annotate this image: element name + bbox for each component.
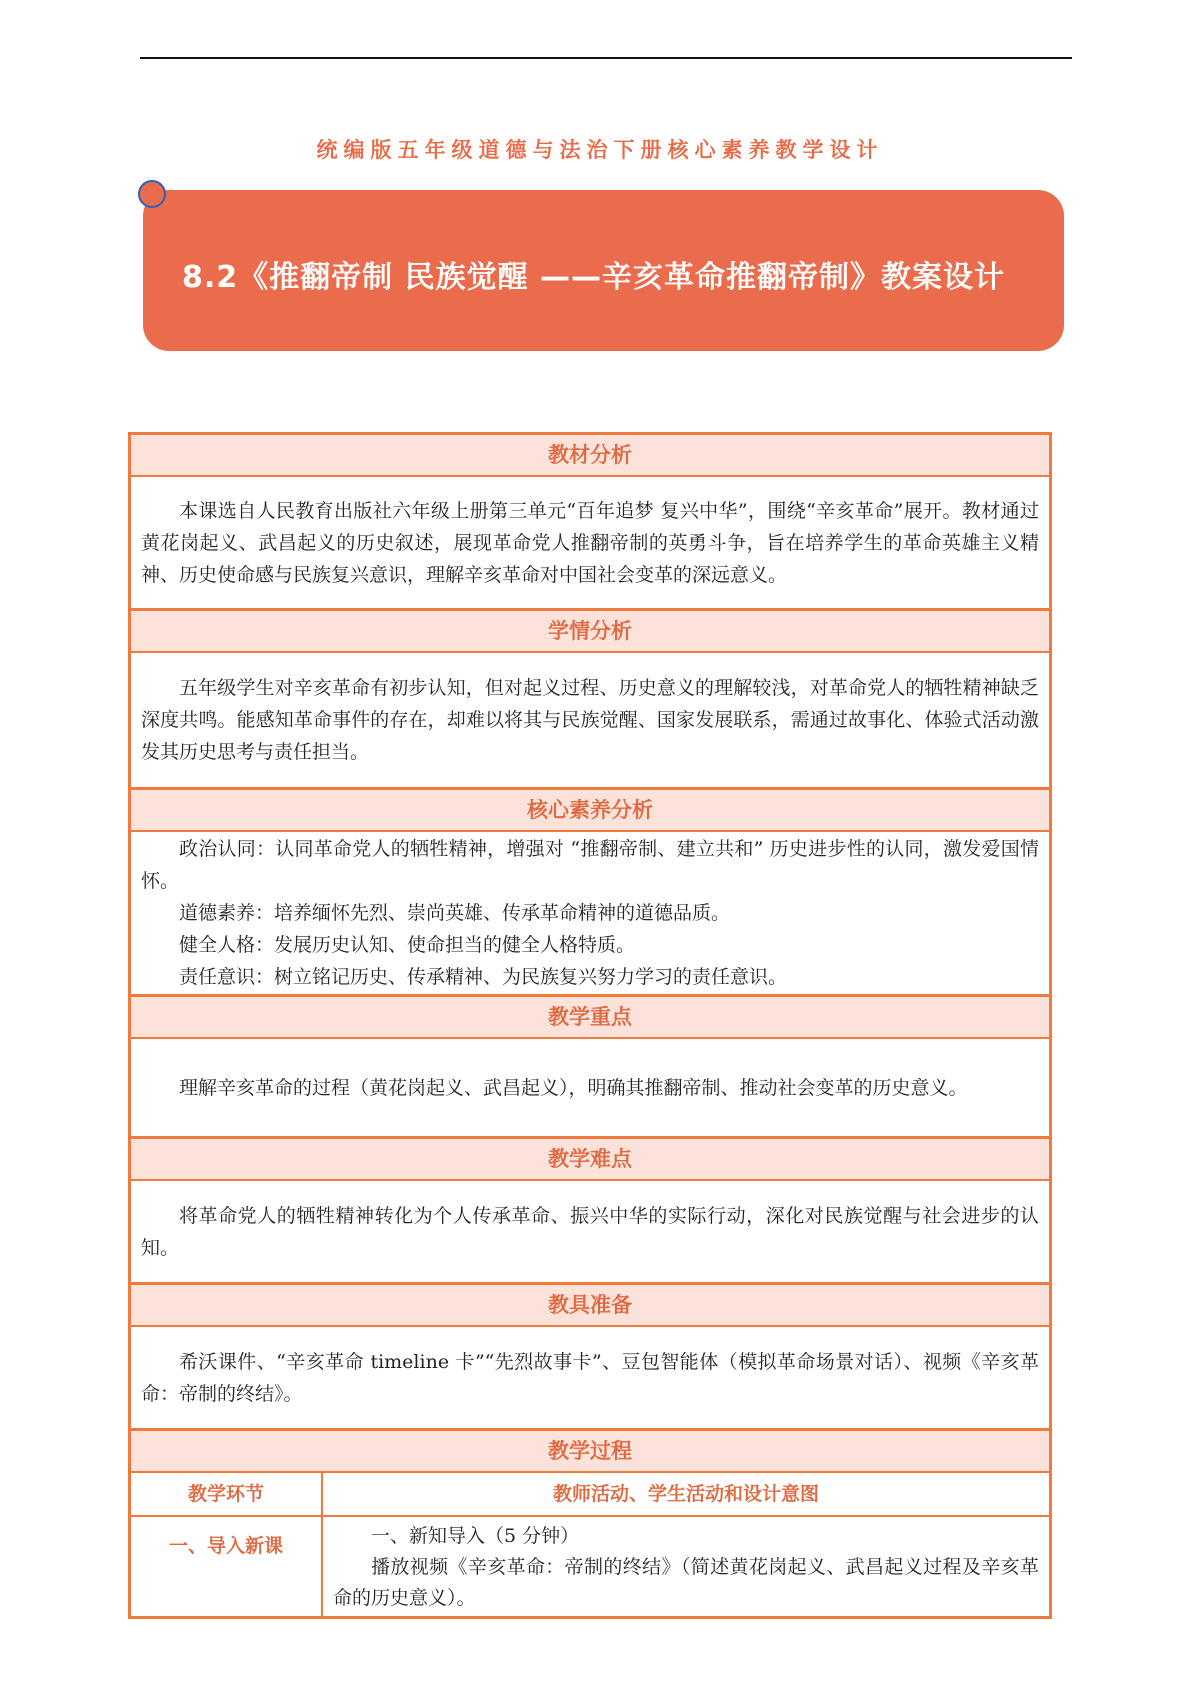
section-body: [131, 653, 1049, 790]
section-body: [131, 1039, 1049, 1139]
section-teaching-aids: [131, 1285, 1049, 1431]
page-title: 8.2《推翻帝制 民族觉醒 ——辛亥革命推翻帝制》教案设计: [182, 260, 1006, 295]
section-heading: 教材分析: [131, 435, 1049, 477]
section-heading: 教具准备: [131, 1285, 1049, 1327]
section-heading: 核心素养分析: [131, 790, 1049, 832]
header-rule: [140, 57, 1072, 59]
section-paragraph: 本课选自人民教育出版社六年级上册第三单元“百年追梦 复兴中华”，围绕“辛亥革命”展开。教材通过黄花岗起义、武昌起义的历史叙述，展现革命党人推翻帝制的英勇斗争，旨在培养学生的革命英雄主义精神、历史使命感与民族复兴意识，理解辛亥革命对中国社会变革的深远意义。: [141, 499, 1039, 586]
document-subtitle: 统编版五年级道德与法治下册核心素养教学设计: [316, 138, 884, 162]
column-header-activities: 教师活动、学生活动和设计意图: [552, 1483, 819, 1505]
process-stage: 一、导入新课: [131, 1517, 323, 1616]
section-paragraph: 政治认同：认同革命党人的牺牲精神，增强对 “推翻帝制、建立共和” 历史进步性的认同，激发爱国情怀。: [141, 838, 1039, 892]
section-paragraph: 责任意识：树立铭记历史、传承精神、为民族复兴努力学习的责任意识。: [179, 966, 788, 988]
activity-line: 一、新知导入（5 分钟）: [371, 1525, 580, 1547]
section-heading: 教学难点: [131, 1139, 1049, 1181]
section-paragraph: 道德素养：培养缅怀先烈、崇尚英雄、传承革命精神的道德品质。: [179, 902, 731, 924]
section-heading: 学情分析: [131, 611, 1049, 653]
section-core-literacy: [131, 790, 1049, 997]
section-heading: 教学过程: [131, 1431, 1049, 1473]
section-body: [131, 832, 1049, 997]
section-heading: 教学重点: [131, 997, 1049, 1039]
section-key-points: [131, 997, 1049, 1139]
section-body: [131, 1327, 1049, 1431]
section-difficult-points: [131, 1139, 1049, 1285]
section-student-analysis: [131, 611, 1049, 790]
process-row: [131, 1517, 1049, 1616]
section-body: [131, 477, 1049, 611]
process-activities: [323, 1517, 1049, 1616]
column-header-stage: 教学环节: [131, 1473, 323, 1515]
section-paragraph: 希沃课件、“辛亥革命 timeline 卡”“先烈故事卡”、豆包智能体（模拟革命场景对话）、视频《辛亥革命：帝制的终结》。: [141, 1350, 1039, 1405]
activity-line: 播放视频《辛亥革命：帝制的终结》（简述黄花岗起义、武昌起义过程及辛亥革命的历史意义）。: [333, 1556, 1039, 1609]
section-paragraph: 将革命党人的牺牲精神转化为个人传承革命、振兴中华的实际行动，深化对民族觉醒与社会进步的认知。: [141, 1204, 1039, 1259]
section-paragraph: 五年级学生对辛亥革命有初步认知，但对起义过程、历史意义的理解较浅，对革命党人的牺牲精神缺乏深度共鸣。能感知革命事件的存在，却难以将其与民族觉醒、国家发展联系，需通过故事化、体验式活动激发其历史思考与责任担当。: [141, 677, 1039, 763]
banner-dot-ornament: [138, 180, 166, 208]
section-paragraph: 理解辛亥革命的过程（黄花岗起义、武昌起义），明确其推翻帝制、推动社会变革的历史意义。: [179, 1076, 968, 1099]
section-teaching-process: [131, 1431, 1049, 1616]
section-body: [131, 1181, 1049, 1285]
lesson-plan-table: [128, 432, 1052, 1619]
process-table-header: [131, 1473, 1049, 1517]
section-textbook-analysis: [131, 435, 1049, 611]
section-paragraph: 健全人格：发展历史认知、使命担当的健全人格特质。: [179, 934, 636, 956]
